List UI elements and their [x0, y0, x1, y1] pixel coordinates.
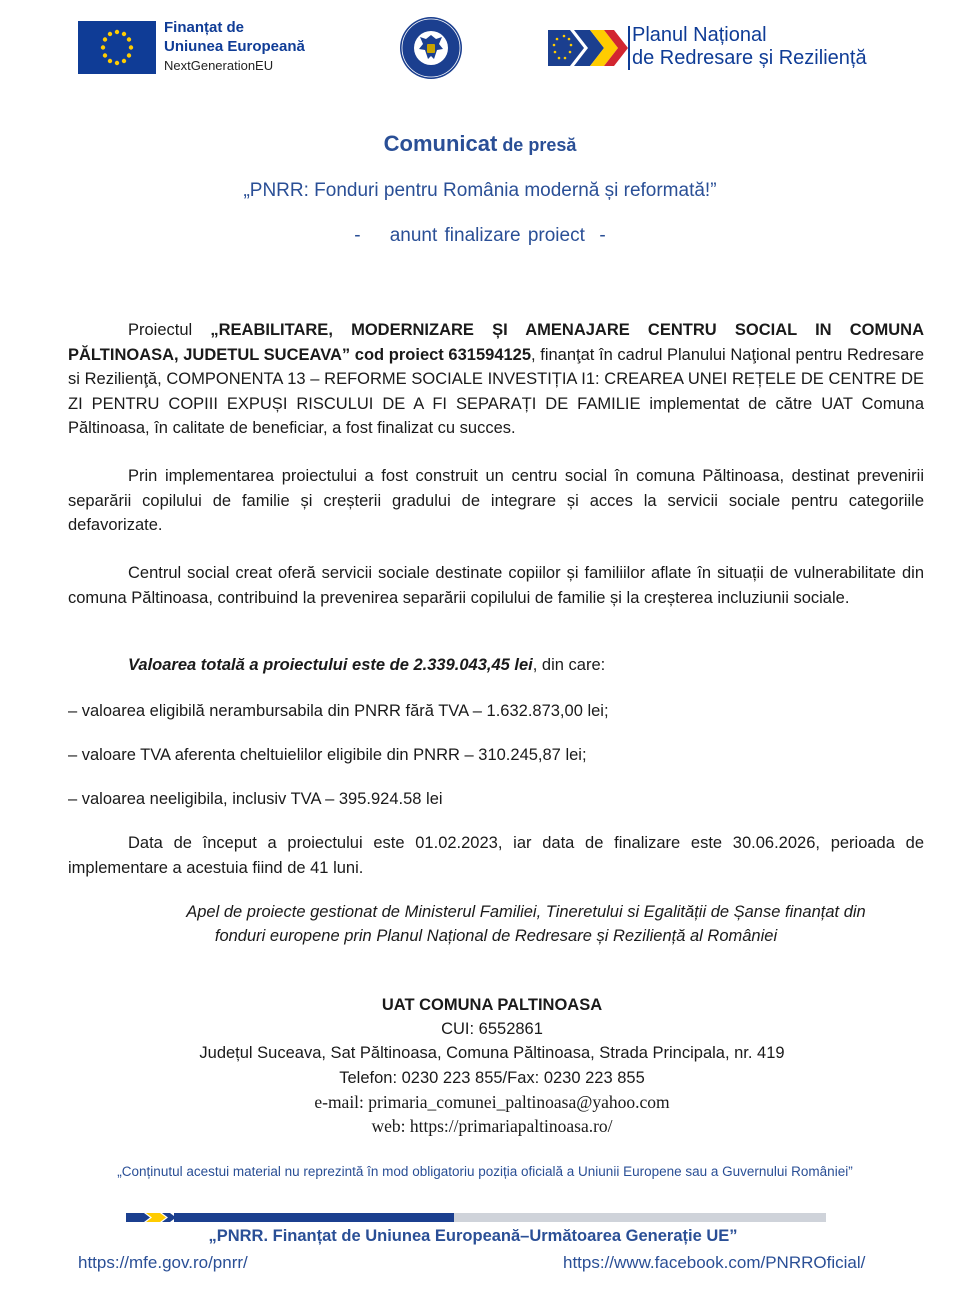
contact-cui: CUI: 6552861	[441, 1020, 543, 1038]
paragraph-implementation	[68, 464, 924, 538]
pnrr-label-line1: Planul Național	[632, 24, 767, 46]
p5-text: Data de început a proiectului este 01.02.2023, iar data de finalizare este 30.06.2026, perioada de implementare a acestuia fiind de 41 luni.	[68, 834, 924, 877]
title-rest: de presă	[497, 135, 577, 155]
pnrr-label-line2: de Redresare și Reziliență	[632, 47, 867, 69]
p3-text: Centrul social creat oferă servicii sociale destinate copiilor și familiilor aflate în situații de vulnerabilitate din comuna Păltinoasa, contribuind la prevenirea separării copilului de familie și la creșterea incluziunii sociale.	[68, 564, 924, 607]
total-value-suffix: , din care:	[532, 656, 606, 674]
eu-stars-icon	[78, 21, 156, 74]
eu-funding-label	[164, 18, 305, 75]
pnrr-logo	[548, 26, 628, 70]
paragraph-dates	[68, 831, 924, 880]
p2-text: Prin implementarea proiectului a fost construit un centru social în comuna Păltinoasa, destinat prevenirii separării copilului de familie și creșterii gradului de integrare și acces la servicii sociale pentru categoriile defavorizate.	[68, 467, 924, 534]
p1-project-name: „REABILITARE, MODERNIZARE ȘI AMENAJARE CENTRU SOCIAL IN COMUNA PĂLTINOASA, JUDETUL SUCEAVA” cod proiect 631594125	[68, 321, 924, 364]
footer-color-bar	[126, 1209, 826, 1218]
romanian-coat-of-arms-icon	[398, 15, 464, 81]
p1-rest: , finanţat în cadrul Planului Naţional pentru Redresare si Rezilienţă, COMPONENTA 13 – REFORME SOCIALE INVESTIȚIA I1: CREAREA UNEI REȚELE DE CENTRE DE ZI PENTRU COPIII EXPUȘI RISCULUI DE A FI SEPARAȚI DE FAMILIE implementat de către UAT Comuna Păltinoasa, în calitate de beneficiar, a fost finalizat cu succes.	[68, 345, 925, 437]
eu-flag-logo	[78, 21, 156, 74]
pnrr-arrow-icon	[548, 26, 628, 70]
eu-label-line2: Uniunea Europeană	[164, 38, 305, 55]
paragraph-total-value	[68, 653, 924, 678]
footer-bar-graphic	[126, 1213, 826, 1222]
mfe-pnrr-link[interactable]: https://mfe.gov.ro/pnrr/	[78, 1253, 248, 1272]
total-value-label: Valoarea totală a proiectului este de 2.339.043,45 lei	[128, 656, 533, 674]
press-release-tagline: - anunt finalizare proiect -	[354, 225, 606, 246]
contact-phone: Telefon: 0230 223 855/Fax: 0230 223 855	[339, 1069, 645, 1087]
value-item-vat: – valoare TVA aferenta cheltuielilor eligibile din PNRR – 310.245,87 lei;	[68, 746, 587, 764]
facebook-pnrr-link[interactable]: https://www.facebook.com/PNRROficial/	[563, 1253, 866, 1272]
value-item-ineligible: – valoarea neeligibila, inclusiv TVA – 395.924.58 lei	[68, 790, 443, 808]
contact-email[interactable]: e-mail: primaria_comunei_paltinoasa@yahoo.com	[314, 1092, 670, 1112]
call-line-1: Apel de proiecte gestionat de Ministerul Familiei, Tineretului si Egalității de Șanse finanțat din	[186, 903, 866, 921]
pnrr-label	[632, 24, 867, 70]
paragraph-project-intro	[68, 318, 924, 441]
eu-label-line3: NextGenerationEU	[164, 58, 274, 73]
call-line-2: fonduri europene prin Planul Național de Redresare și Reziliență al României	[214, 927, 778, 945]
title-main: Comunicat	[383, 131, 498, 156]
footer-slogan: „PNRR. Finanțat de Uniunea Europeană–Următoarea Generație UE”	[208, 1227, 738, 1245]
paragraph-social-center	[68, 561, 924, 610]
disclaimer-text: „Conținutul acestui material nu reprezintă în mod obligatoriu poziția oficială a Uniunii Europene sau a Guvernului României”	[117, 1164, 853, 1179]
contact-web[interactable]: web: https://primariapaltinoasa.ro/	[371, 1116, 613, 1136]
eu-label-line1: Finanțat de	[164, 19, 245, 36]
press-release-subtitle: „PNRR: Fonduri pentru România modernă și reformată!”	[243, 180, 717, 201]
p1-lead: Proiectul	[128, 321, 211, 339]
value-item-eligible: – valoarea eligibilă nerambursabila din PNRR fără TVA – 1.632.873,00 lei;	[68, 702, 609, 720]
pnrr-divider	[628, 26, 630, 70]
contact-address: Județul Suceava, Sat Păltinoasa, Comuna Păltinoasa, Strada Principala, nr. 419	[199, 1044, 785, 1062]
press-release-title	[0, 131, 960, 157]
contact-name: UAT COMUNA PALTINOASA	[381, 996, 603, 1014]
government-seal-logo	[398, 15, 464, 81]
